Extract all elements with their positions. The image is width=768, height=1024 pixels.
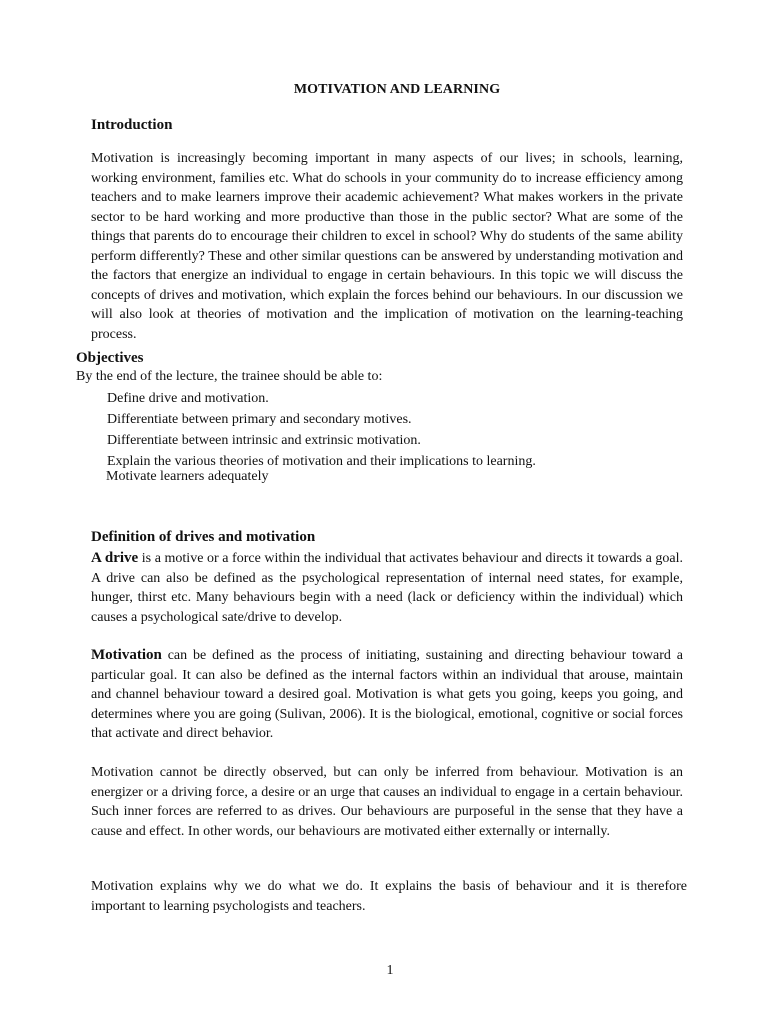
objectives-list xyxy=(107,388,536,485)
explanation-paragraph: Motivation explains why we do what we do. It explains the basis of behaviour and it is therefore important to learning psychologists and teachers. xyxy=(91,879,687,914)
observation-paragraph: Motivation cannot be directly observed, but can only be inferred from behaviour. Motivation is an energizer or a driving force, a desire or an urge that causes an individual to engage in a certain behaviour. Such inner forces are referred to as drives. Our behaviours are purposeful in the sense that they have a cause and effect. In other words, our behaviours are motivated either externally or internally. xyxy=(91,765,683,839)
objectives-lead: By the end of the lecture, the trainee should be able to: xyxy=(76,369,383,384)
drive-text: is a motive or a force within the individual that activates behaviour and directs it towards a goal. A drive can also be defined as the psychological representation of internal need states, for example, hunger, thirst etc. Many behaviours begin with a need (lack or deficiency within the individual) which causes a psychological sate/drive to develop. xyxy=(91,551,683,625)
introduction-heading: Introduction xyxy=(91,117,173,133)
definition-heading: Definition of drives and motivation xyxy=(91,529,316,545)
introduction-paragraph: Motivation is increasingly becoming important in many aspects of our lives; in schools, learning, working environment, families etc. What do schools in your community do to increase efficiency among teachers and to make learners improve their academic achievement? What makes workers in the private sector to be hard working and more productive than those in the public sector? What are some of the things that parents do to encourage their children to excel in school? Why do students of the same ability perform differently? These and other similar questions can be answered by understanding motivation and the factors that energize an individual to engage in certain behaviours. In this topic we will discuss the concepts of drives and motivation, which explain the forces behind our behaviours. In our discussion we will also look at theories of motivation and the implication of motivation on the learning-teaching process. xyxy=(91,151,683,342)
motivation-paragraph xyxy=(91,646,683,744)
document-title: MOTIVATION AND LEARNING xyxy=(293,82,501,97)
objective-item: Explain the various theories of motivation and their implications to learning. xyxy=(107,454,536,469)
motivation-text: can be defined as the process of initiating, sustaining and directing behaviour toward a particular goal. It can also be defined as the internal factors within an individual that arouse, maintain and channel behaviour toward a desired goal. Motivation is what gets you going, keeps you going, and determines where you are going (Sulivan, 2006). It is the biological, emotional, cognitive or social forces that activate and direct behavior. xyxy=(91,648,683,741)
objectives-heading: Objectives xyxy=(76,350,144,366)
objective-item: Differentiate between intrinsic and extrinsic motivation. xyxy=(107,433,421,448)
objective-item: Motivate learners adequately xyxy=(106,469,269,484)
drive-term: A drive xyxy=(91,550,139,566)
page-number: 1 xyxy=(386,963,394,978)
motivation-term: Motivation xyxy=(91,647,162,663)
objective-item: Define drive and motivation. xyxy=(107,391,269,406)
drive-paragraph xyxy=(91,549,683,627)
objective-item: Differentiate between primary and secondary motives. xyxy=(107,412,412,427)
